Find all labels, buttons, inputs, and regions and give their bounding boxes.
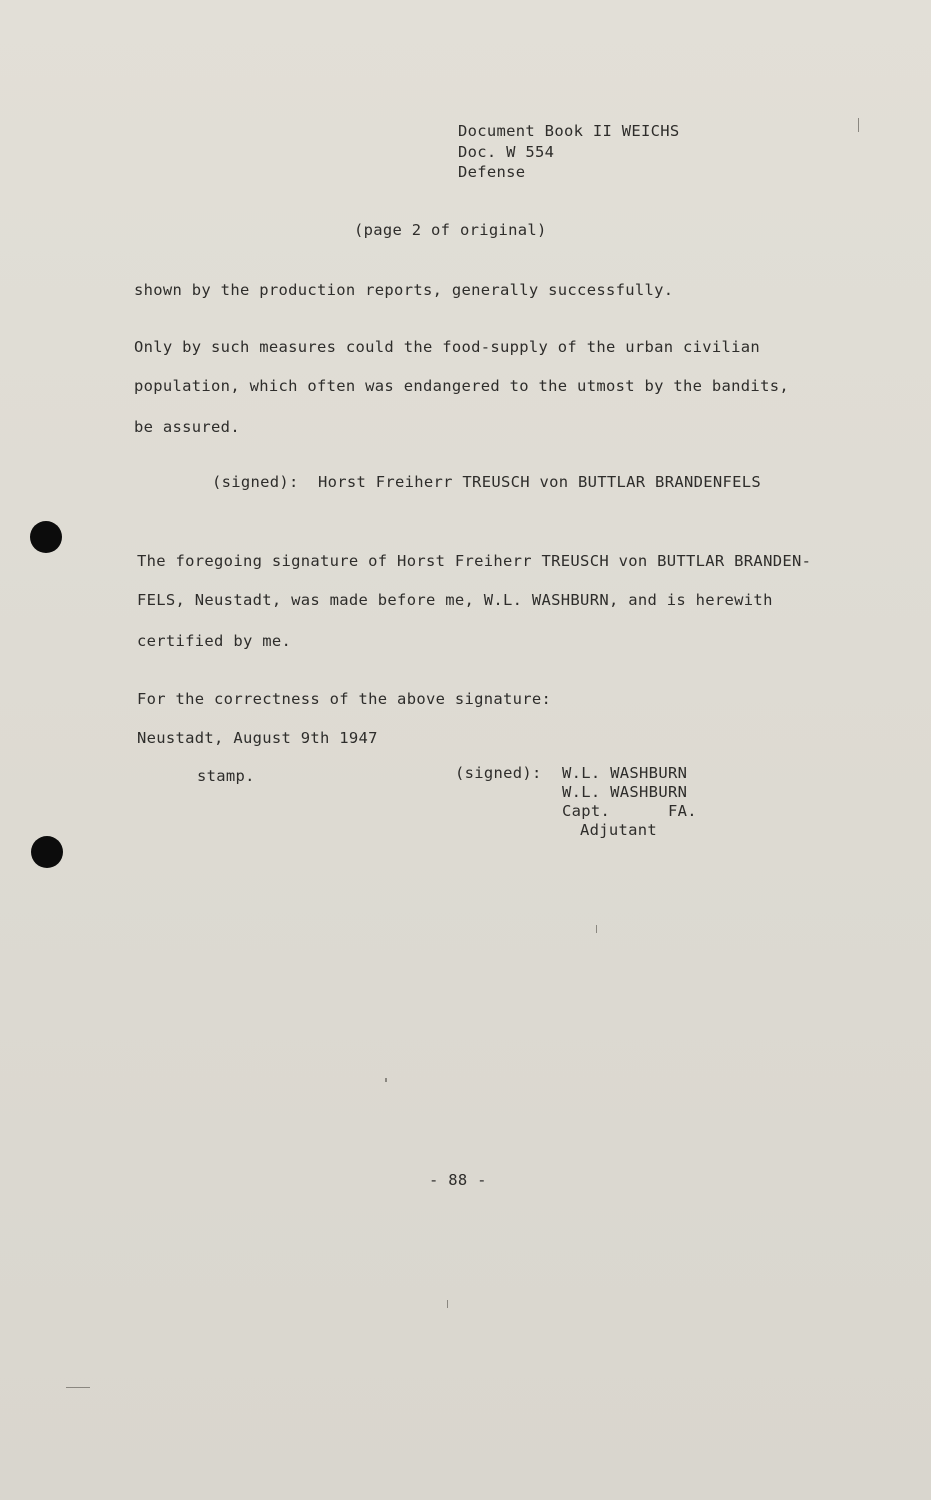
signatory-role: Adjutant	[580, 821, 658, 839]
certification-line-1: The foregoing signature of Horst Freiherr TREUSCH von BUTTLAR BRANDEN-	[137, 552, 812, 570]
signed-label: (signed):	[455, 764, 542, 782]
paper-speck	[385, 1078, 387, 1082]
body-paragraph-2-line-1: Only by such measures could the food-supply of the urban civilian	[134, 338, 761, 356]
paper-speck	[858, 118, 859, 132]
paper-speck	[66, 1387, 90, 1388]
stamp-label: stamp.	[197, 767, 255, 785]
header-doc-book: Document Book II WEICHS	[458, 122, 680, 140]
header-doc-number: Doc. W 554	[458, 143, 555, 161]
paper-speck	[596, 925, 597, 933]
page-note: (page 2 of original)	[354, 221, 547, 239]
signatory-rank: Capt. FA.	[562, 802, 697, 820]
body-paragraph-1: shown by the production reports, generally successfully.	[134, 281, 674, 299]
body-paragraph-2-line-3: be assured.	[134, 418, 240, 436]
body-paragraph-2-line-2: population, which often was endangered to the utmost by the bandits,	[134, 377, 789, 395]
certification-line-3: certified by me.	[137, 632, 292, 650]
punch-hole-top	[30, 521, 62, 553]
certification-line-2: FELS, Neustadt, was made before me, W.L. WASHBURN, and is herewith	[137, 591, 773, 609]
paper-speck	[447, 1300, 448, 1308]
punch-hole-bottom	[31, 836, 63, 868]
signatory-name-1: W.L. WASHBURN	[562, 764, 688, 782]
correctness-line: For the correctness of the above signature:	[137, 690, 552, 708]
signed-line: (signed): Horst Freiherr TREUSCH von BUTTLAR BRANDENFELS	[212, 473, 762, 491]
header-category: Defense	[458, 163, 526, 181]
signatory-name-2: W.L. WASHBURN	[562, 783, 688, 801]
place-date: Neustadt, August 9th 1947	[137, 729, 378, 747]
page-number: - 88 -	[429, 1171, 487, 1189]
